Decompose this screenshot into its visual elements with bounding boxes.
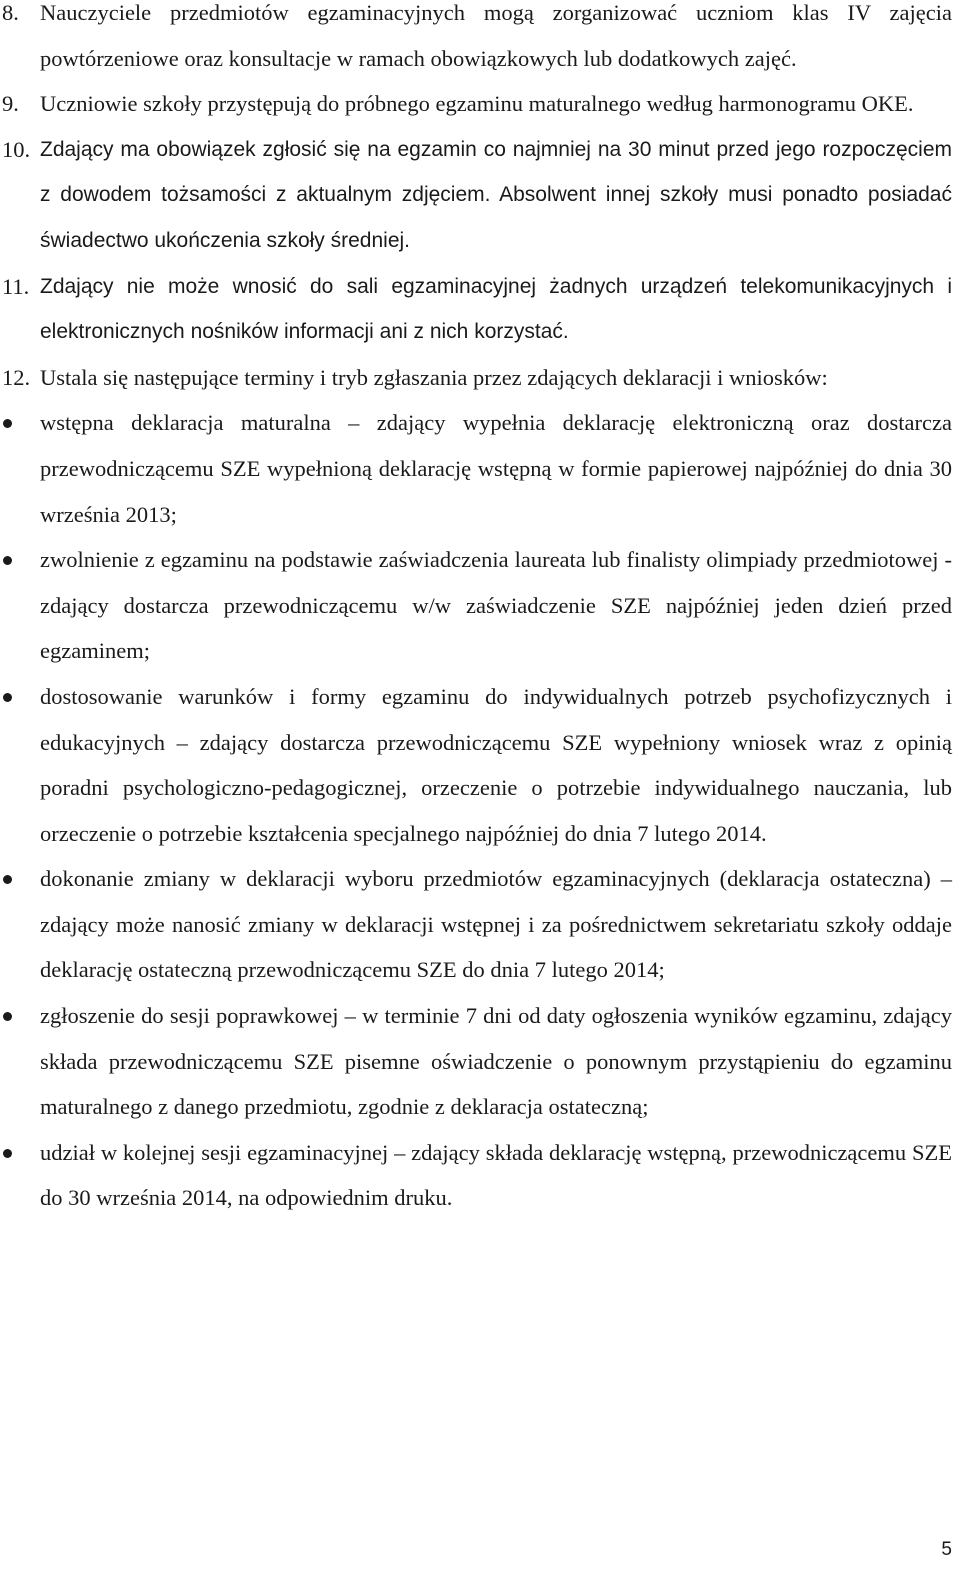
item-text: Uczniowie szkoły przystępują do próbnego egzaminu maturalnego według harmonogramu OKE. xyxy=(40,91,914,117)
list-item-9 xyxy=(0,81,952,127)
bullet-text: wstępna deklaracja maturalna – zdający wypełnia deklarację elektroniczną oraz dostarcza przewodniczącemu SZE wypełnioną deklarację wstępną w formie papierowej najpóźniej do dnia 30 września 2013; xyxy=(40,410,952,527)
page-number: 5 xyxy=(941,1539,952,1561)
item-number: 8. xyxy=(2,0,19,25)
bullet-item xyxy=(0,400,952,537)
item-text: Ustala się następujące terminy i tryb zgłaszania przez zdających deklaracji i wniosków: xyxy=(40,364,828,390)
item-text: Nauczyciele przedmiotów egzaminacyjnych mogą zorganizować uczniom klas IV zajęcia powtórzeniowe oraz konsultacje w ramach obowiązkowych lub dodatkowych zajęć. xyxy=(40,0,952,71)
bullet-item xyxy=(0,674,952,856)
bullet-icon xyxy=(0,993,40,1039)
list-item-11 xyxy=(0,264,952,355)
bullet-item xyxy=(0,993,952,1130)
item-text: Zdający nie może wnosić do sali egzaminacyjnej żadnych urządzeń telekomunikacyjnych i elektronicznych nośników informacji ani z nich korzystać. xyxy=(40,274,952,344)
bullet-text: dokonanie zmiany w deklaracji wyboru przedmiotów egzaminacyjnych (deklaracja ostateczna) – zdający może nanosić zmiany w deklaracji wstępnej i za pośrednictwem sekretariatu szkoły oddaje deklarację ostateczną przewodniczącemu SZE do dnia 7 lutego 2014; xyxy=(40,866,952,983)
bullet-item xyxy=(0,537,952,674)
bullet-item xyxy=(0,1130,952,1221)
item-number: 11. xyxy=(2,273,30,299)
item-number: 12. xyxy=(2,364,31,390)
bullet-text: dostosowanie warunków i formy egzaminu do indywidualnych potrzeb psychofizycznych i edukacyjnych – zdający dostarcza przewodniczącemu SZE wypełniony wniosek wraz z opinią poradni psychologiczno-pedagogicznej, orzeczenie o potrzebie indywidualnego nauczania, lub orzeczenie o potrzebie kształcenia specjalnego najpóźniej do dnia 7 lutego 2014. xyxy=(40,683,952,846)
list-item-10 xyxy=(0,127,952,264)
bullet-icon xyxy=(0,674,40,720)
list-item-8 xyxy=(0,0,952,81)
bullet-icon xyxy=(0,856,40,902)
list-item-12 xyxy=(0,355,952,401)
bullet-text: zwolnienie z egzaminu na podstawie zaświadczenia laureata lub finalisty olimpiady przedmiotowej - zdający dostarcza przewodniczącemu w/w zaświadczenie SZE najpóźniej jeden dzień przed egzaminem; xyxy=(40,547,952,664)
item-number: 9. xyxy=(2,91,19,117)
bullet-text: zgłoszenie do sesji poprawkowej – w terminie 7 dni od daty ogłoszenia wyników egzaminu, zdający składa przewodniczącemu SZE pisemne oświadczenie o ponownym przystąpieniu do egzaminu maturalnego z danego przedmiotu, zgodnie z deklaracja ostateczną; xyxy=(40,1003,952,1120)
bullet-icon xyxy=(0,1130,40,1176)
item-number: 10. xyxy=(2,136,31,162)
bullet-icon xyxy=(0,537,40,583)
item-text: Zdający ma obowiązek zgłosić się na egzamin co najmniej na 30 minut przed jego rozpoczęciem z dowodem tożsamości z aktualnym zdjęciem. Absolwent innej szkoły musi ponadto posiadać świadectwo ukończenia szkoły średniej. xyxy=(40,137,952,252)
bullet-item xyxy=(0,856,952,993)
bullet-text: udział w kolejnej sesji egzaminacyjnej – zdający składa deklarację wstępną, przewodniczącemu SZE do 30 września 2014, na odpowiednim druku. xyxy=(40,1139,952,1211)
bullet-icon xyxy=(0,400,40,446)
